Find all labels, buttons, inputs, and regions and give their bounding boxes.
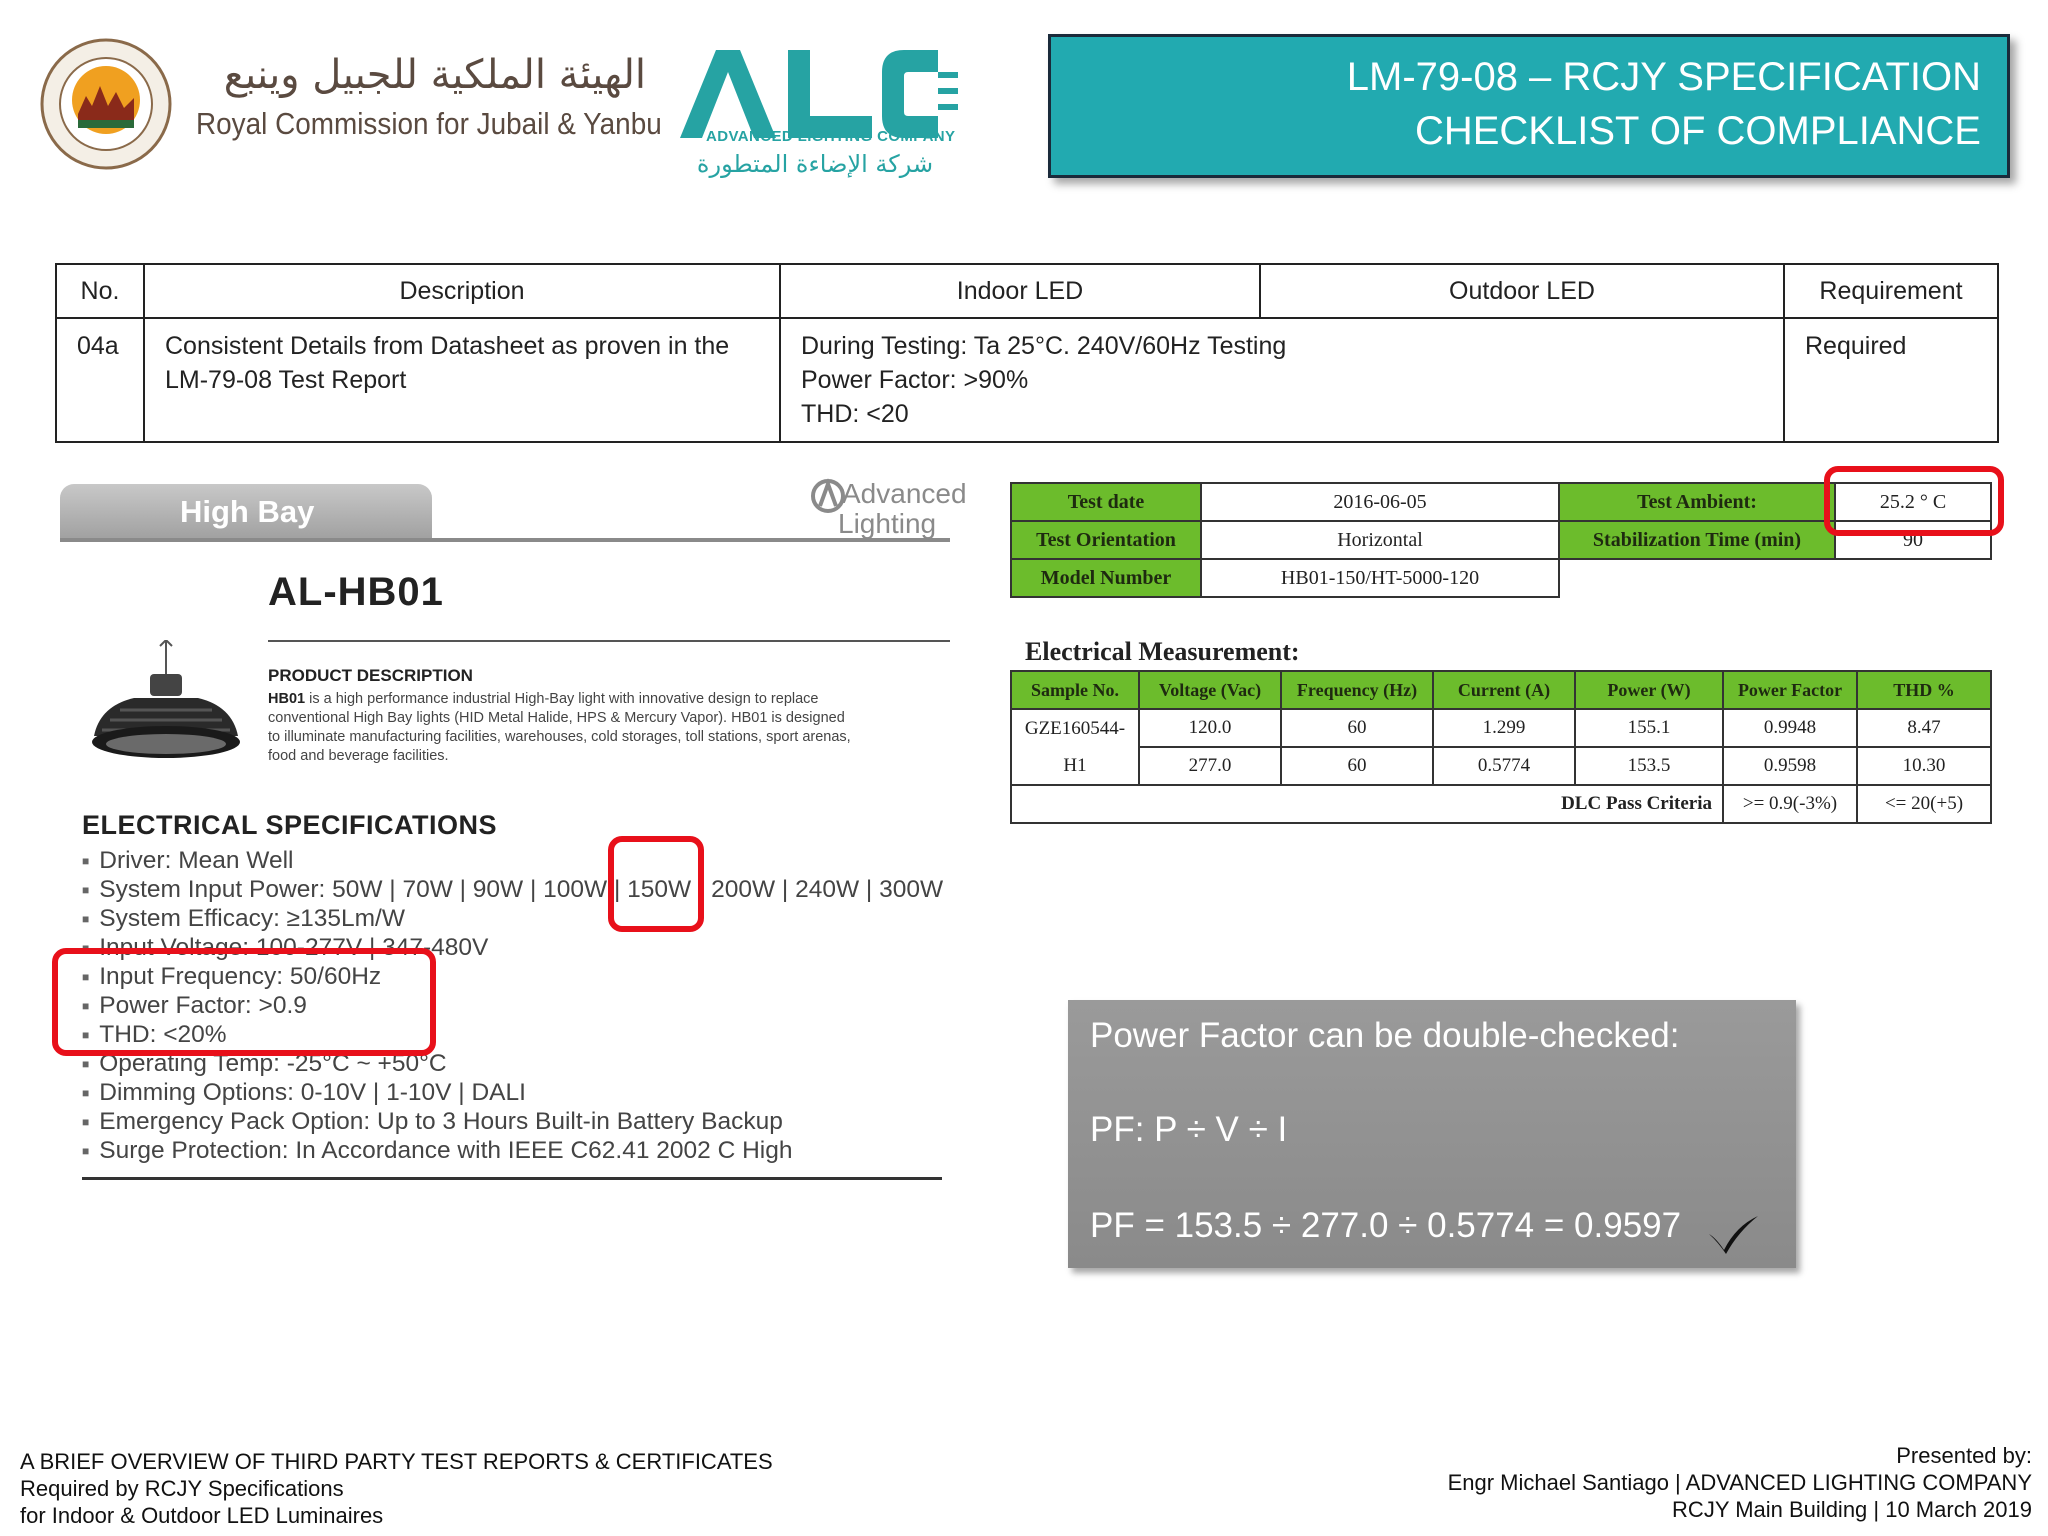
footer-right-line3: RCJY Main Building | 10 March 2019 — [1672, 1497, 2032, 1522]
row-description — [144, 318, 780, 442]
frequency-cell: 60 — [1281, 747, 1433, 785]
row-description-line1: Consistent Details from Datasheet as proven in the — [165, 332, 730, 360]
sample-no-line1: GZE160544- — [1011, 709, 1139, 747]
elec-header-power: Power (W) — [1575, 671, 1723, 709]
rcjy-name-arabic: الهيئة الملكية للجبيل وينبع — [223, 52, 646, 98]
highlight-150w — [608, 836, 704, 932]
row-led-line1: During Testing: Ta 25°C. 240V/60Hz Testing — [801, 332, 1287, 360]
spec-item: ■ Driver: Mean Well — [82, 846, 943, 875]
row-led-line2: Power Factor: >90% — [801, 366, 1029, 394]
electrical-specifications-title: ELECTRICAL SPECIFICATIONS — [82, 810, 498, 840]
voltage-cell: 120.0 — [1139, 709, 1281, 747]
sample-no-line2: H1 — [1011, 747, 1139, 785]
spec-item: ■ Operating Temp: -25°C ~ +50°C — [82, 1049, 943, 1078]
dlc-pass-criteria-label: DLC Pass Criteria — [1011, 785, 1723, 823]
datasheet-model: AL-HB01 — [268, 570, 444, 614]
alc-company-name: ADVANCED LIGHTING COMPANY — [706, 128, 956, 145]
power-cell: 155.1 — [1575, 709, 1723, 747]
test-date-label: Test date — [1011, 483, 1201, 521]
test-date-value: 2016-06-05 — [1201, 483, 1559, 521]
row-no: 04a — [56, 318, 144, 442]
advanced-lighting-logo-line1: Advanced — [842, 478, 967, 509]
electrical-measurement-title: Electrical Measurement: — [1025, 637, 1300, 666]
highlight-test-ambient — [1824, 466, 2004, 536]
slide-title-line1: LM-79-08 – RCJY SPECIFICATION — [1346, 55, 1981, 99]
meta-row — [1011, 559, 1991, 597]
header-indoor-led: Indoor LED — [780, 264, 1260, 318]
spec-item: ■ Input Frequency: 50/60Hz — [82, 962, 943, 991]
table-row — [1011, 747, 1991, 785]
elec-header-power-factor: Power Factor — [1723, 671, 1857, 709]
product-desc-line4: food and beverage facilities. — [268, 748, 449, 764]
high-bay-tab-label: High Bay — [180, 494, 315, 529]
stabilization-label: Stabilization Time (min) — [1559, 521, 1835, 559]
power-cell: 153.5 — [1575, 747, 1723, 785]
spec-item: ■ Power Factor: >0.9 — [82, 991, 943, 1020]
frequency-cell: 60 — [1281, 709, 1433, 747]
requirement-header-row — [56, 264, 1998, 318]
power-factor-cell: 0.9598 — [1723, 747, 1857, 785]
power-factor-callout — [1068, 1000, 1796, 1268]
electrical-measurement-table — [1010, 670, 1992, 824]
footer-right — [1448, 1442, 2032, 1523]
footer-left-line3: for Indoor & Outdoor LED Luminaires — [20, 1503, 384, 1528]
high-bay-lamp-icon — [74, 640, 254, 780]
header-requirement: Requirement — [1784, 264, 1998, 318]
elec-header-row — [1011, 671, 1991, 709]
product-desc-line2: conventional High Bay lights (HID Metal Halide, HPS & Mercury Vapor). HB01 is designed — [268, 710, 845, 726]
spec-item: ■ Emergency Pack Option: Up to 3 Hours Built-in Battery Backup — [82, 1107, 943, 1136]
spec-item: ■ Surge Protection: In Accordance with IEEE C62.41 2002 C High — [82, 1136, 943, 1165]
high-bay-tab — [60, 484, 432, 540]
thd-cell: 10.30 — [1857, 747, 1991, 785]
spec-item: ■ System Efficacy: ≥135Lm/W — [82, 904, 943, 933]
elec-header-current: Current (A) — [1433, 671, 1575, 709]
model-divider — [268, 640, 950, 642]
product-description-title: PRODUCT DESCRIPTION — [268, 666, 473, 685]
spec-item: ■ THD: <20% — [82, 1020, 943, 1049]
row-led-line3: THD: <20 — [801, 400, 909, 428]
criteria-power-factor: >= 0.9(-3%) — [1723, 785, 1857, 823]
spec-item: ■ Dimming Options: 0-10V | 1-10V | DALI — [82, 1078, 943, 1107]
current-cell: 1.299 — [1433, 709, 1575, 747]
requirement-row — [56, 318, 1998, 442]
checkmark-icon — [1706, 1212, 1760, 1256]
power-factor-cell: 0.9948 — [1723, 709, 1857, 747]
orientation-value: Horizontal — [1201, 521, 1559, 559]
spec-item: ■ System Input Power: 50W | 70W | 90W | 100W | 150W | 200W | 240W | 300W — [82, 875, 943, 904]
header-description: Description — [144, 264, 780, 318]
elec-header-voltage: Voltage (Vac) — [1139, 671, 1281, 709]
elec-header-thd: THD % — [1857, 671, 1991, 709]
test-ambient-value: 25.2 ° C — [1835, 483, 1991, 521]
footer-left — [20, 1448, 773, 1529]
test-ambient-label: Test Ambient: — [1559, 483, 1835, 521]
footer-right-line2: Engr Michael Santiago | ADVANCED LIGHTING COMPANY — [1447, 1470, 2032, 1495]
row-requirement: Required — [1784, 318, 1998, 442]
footer-left-line1: A BRIEF OVERVIEW OF THIRD PARTY TEST REPORTS & CERTIFICATES — [20, 1449, 773, 1474]
footer-left-line2: Required by RCJY Specifications — [20, 1476, 344, 1501]
advanced-lighting-logo-line2: Lighting — [838, 508, 937, 539]
slide-title-line2: CHECKLIST OF COMPLIANCE — [1414, 109, 1981, 153]
header-outdoor-led: Outdoor LED — [1260, 264, 1784, 318]
row-description-line2: LM-79-08 Test Report — [165, 366, 407, 394]
spec-bottom-line — [82, 1177, 942, 1180]
stabilization-value: 90 — [1835, 521, 1991, 559]
row-led-criteria — [780, 318, 1784, 442]
elec-header-sample: Sample No. — [1011, 671, 1139, 709]
thd-cell: 8.47 — [1857, 709, 1991, 747]
product-description-text — [268, 690, 950, 766]
elec-header-frequency: Frequency (Hz) — [1281, 671, 1433, 709]
current-cell: 0.5774 — [1433, 747, 1575, 785]
rcjy-seal-logo — [38, 36, 174, 172]
model-number-value: HB01-150/HT-5000-120 — [1201, 559, 1559, 597]
footer-right-line1: Presented by: — [1896, 1443, 2032, 1468]
table-row — [1011, 709, 1991, 747]
highlight-frequency-pf-thd — [52, 948, 436, 1056]
orientation-label: Test Orientation — [1011, 521, 1201, 559]
rcjy-name-english: Royal Commission for Jubail & Yanbu — [196, 106, 662, 141]
product-code: HB01 — [268, 691, 306, 707]
alc-company-name-arabic: شركة الإضاءة المتطورة — [696, 150, 934, 178]
callout-calculation: PF = 153.5 ÷ 277.0 ÷ 0.5774 = 0.9597 — [1090, 1206, 1682, 1245]
header-no: No. — [56, 264, 144, 318]
product-desc-line3: to illuminate manufacturing facilities, warehouses, cold storages, toll stations, sport arenas, — [268, 729, 851, 745]
model-number-label: Model Number — [1011, 559, 1201, 597]
meta-empty-cell — [1559, 559, 1835, 597]
voltage-cell: 277.0 — [1139, 747, 1281, 785]
callout-formula: PF: P ÷ V ÷ I — [1090, 1110, 1288, 1149]
spec-item: ■ Input Voltage: 100-277V | 347-480V — [82, 933, 943, 962]
product-desc-line1: is a high performance industrial High-Bay light with innovative design to replace — [305, 691, 819, 707]
criteria-thd: <= 20(+5) — [1857, 785, 1991, 823]
slide-title-box — [1048, 34, 2010, 178]
requirement-table — [55, 263, 1999, 443]
meta-empty-cell — [1835, 559, 1991, 597]
callout-line1: Power Factor can be double-checked: — [1090, 1016, 1680, 1055]
criteria-row — [1011, 785, 1991, 823]
